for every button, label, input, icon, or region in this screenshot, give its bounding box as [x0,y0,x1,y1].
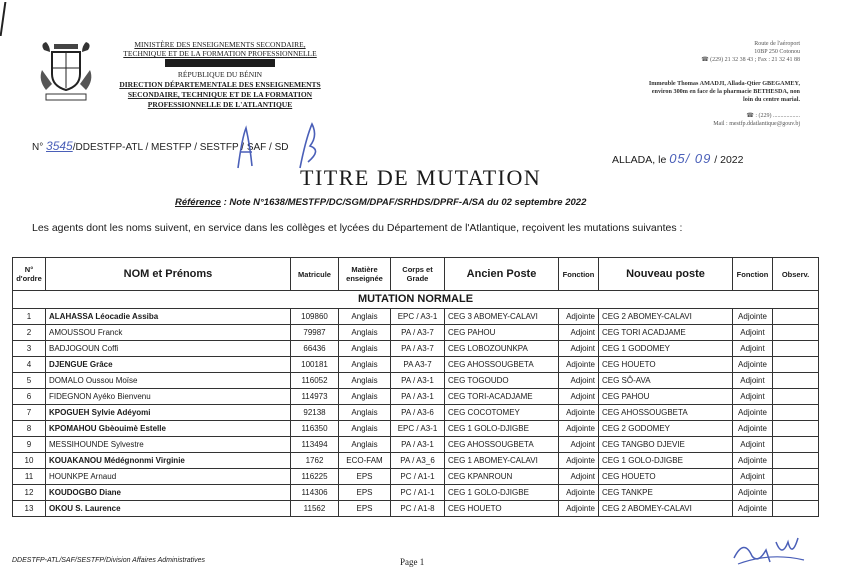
row-observation [773,357,819,373]
table-row [13,469,819,485]
row-new-post: CEG 2 ABOMEY-CALAVI [599,501,733,517]
col-ancien: Ancien Poste [445,258,559,291]
row-order: 3 [13,341,46,357]
table-header-row [13,258,819,291]
row-new-post: CEG HOUETO [599,469,733,485]
republic-line: RÉPUBLIQUE DU BÉNIN [177,70,263,79]
address-line-2: 10BP 250 Cotonou [754,49,800,55]
row-function-new: Adjointe [733,421,773,437]
table-row [13,501,819,517]
row-matricule: 114973 [291,389,339,405]
row-subject: Anglais [339,421,391,437]
direction-line-1: DIRECTION DÉPARTEMENTALE DES ENSEIGNEMENTS [119,80,321,89]
row-name: FIDEGNON Ayéko Bienvenu [46,389,291,405]
row-grade: PA / A3-1 [391,389,445,405]
row-old-post: CEG TOGOUDO [445,373,559,389]
row-new-post: CEG 1 GODOMEY [599,341,733,357]
row-function-old: Adjointe [559,485,599,501]
row-new-post: CEG TANGBO DJEVIE [599,437,733,453]
table-row [13,341,819,357]
number-prefix: N° [32,142,44,153]
row-order: 12 [13,485,46,501]
address-phone: ☎ (229) 21 32 38 43 ; Fax : 21 32 41 88 [701,57,800,63]
row-function-new: Adjointe [733,309,773,325]
row-matricule: 114306 [291,485,339,501]
row-function-new: Adjointe [733,501,773,517]
row-function-old: Adjoint [559,437,599,453]
document-title: TITRE DE MUTATION [300,165,542,190]
row-new-post: CEG TORI ACADJAME [599,325,733,341]
col-corps: Corps et Grade [391,258,445,291]
ministry-header [100,40,340,109]
row-subject: ECO-FAM [339,453,391,469]
address-line-1: Route de l'aéroport [754,41,800,47]
row-observation [773,341,819,357]
row-old-post: CEG LOBOZOUNKPA [445,341,559,357]
building-block [560,80,800,104]
row-function-old: Adjoint [559,469,599,485]
row-old-post: CEG TORI-ACADJAME [445,389,559,405]
col-observ: Observ. [773,258,819,291]
row-function-old: Adjoint [559,325,599,341]
col-nouveau: Nouveau poste [599,258,733,291]
row-grade: PA / A3-7 [391,341,445,357]
row-function-new: Adjointe [733,357,773,373]
row-name: MESSIHOUNDE Sylvestre [46,437,291,453]
col-name: NOM et Prénoms [46,258,291,291]
redaction-bar [165,59,275,67]
row-function-new: Adjointe [733,405,773,421]
row-function-old: Adjointe [559,421,599,437]
row-order: 6 [13,389,46,405]
table-row [13,373,819,389]
row-subject: Anglais [339,437,391,453]
row-function-old: Adjoint [559,373,599,389]
row-subject: EPS [339,469,391,485]
intro-paragraph: Les agents dont les noms suivent, en service dans les collèges et lycées du Département de l'Atlantique, reçoivent les mutations suivantes : [32,222,683,234]
row-observation [773,485,819,501]
corner-mark [0,2,12,36]
row-name: KPOMAHOU Gbèouimè Estelle [46,421,291,437]
row-new-post: CEG PAHOU [599,389,733,405]
number-suffix: /DDESTFP-ATL / MESTFP / SESTFP / SAF / SD [72,142,289,153]
row-function-old: Adjoint [559,389,599,405]
row-observation [773,453,819,469]
col-matricule: Matricule [291,258,339,291]
row-function-new: Adjoint [733,389,773,405]
row-name: KOUDOGBO Diane [46,485,291,501]
ministry-line-1: MINISTÈRE DES ENSEIGNEMENTS SECONDAIRE, [134,40,306,49]
row-name: AMOUSSOU Franck [46,325,291,341]
row-matricule: 79987 [291,325,339,341]
row-subject: EPS [339,485,391,501]
row-subject: Anglais [339,357,391,373]
row-matricule: 92138 [291,405,339,421]
footer-page-number: Page 1 [400,557,425,567]
row-function-old: Adjointe [559,405,599,421]
row-old-post: CEG 1 GOLO-DJIGBE [445,485,559,501]
row-name: KPOGUEH Sylvie Adéyomi [46,405,291,421]
row-grade: PA / A3-1 [391,373,445,389]
row-function-old: Adjointe [559,501,599,517]
row-name: KOUAKANOU Médégnonmi Virginie [46,453,291,469]
row-function-old: Adjoint [559,341,599,357]
table-row [13,405,819,421]
section-title: MUTATION NORMALE [13,291,819,309]
row-subject: Anglais [339,389,391,405]
row-observation [773,389,819,405]
row-function-old: Adjointe [559,357,599,373]
col-fonction-2: Fonction [733,258,773,291]
row-function-new: Adjoint [733,373,773,389]
row-new-post: CEG 2 ABOMEY-CALAVI [599,309,733,325]
row-order: 4 [13,357,46,373]
direction-line-3: PROFESSIONNELLE DE L'ATLANTIQUE [147,100,293,109]
row-observation [773,373,819,389]
row-name: OKOU S. Laurence [46,501,291,517]
row-old-post: CEG HOUETO [445,501,559,517]
building-line-1: Immeuble Thomas AMADJI, Allada-Qtier GBEGAMEY, [648,80,800,87]
row-grade: PA / A3-7 [391,325,445,341]
row-function-new: Adjointe [733,485,773,501]
row-matricule: 116225 [291,469,339,485]
col-fonction-1: Fonction [559,258,599,291]
row-function-new: Adjoint [733,325,773,341]
row-matricule: 113494 [291,437,339,453]
row-subject: EPS [339,501,391,517]
row-matricule: 116350 [291,421,339,437]
section-row [13,291,819,309]
date-handwritten: 05/ 09 [669,151,712,166]
building-line-3: loin du centre marial. [743,96,800,103]
row-old-post: CEG 1 ABOMEY-CALAVI [445,453,559,469]
row-order: 11 [13,469,46,485]
row-matricule: 100181 [291,357,339,373]
row-old-post: CEG 3 ABOMEY-CALAVI [445,309,559,325]
reference-label: Référence [175,197,221,208]
row-new-post: CEG 1 GOLO-DJIGBE [599,453,733,469]
row-function-new: Adjoint [733,469,773,485]
reference-line [175,197,586,208]
contact-phone: ☎ : (229) .................. [746,113,800,119]
row-grade: PA / A3_6 [391,453,445,469]
row-observation [773,501,819,517]
row-name: HOUNKPE Arnaud [46,469,291,485]
table-row [13,389,819,405]
address-block [650,40,800,64]
building-line-2: environ 300m en face de la pharmacie BETHESDA, non [651,88,800,95]
direction-line-2: SECONDAIRE, TECHNIQUE ET DE LA FORMATION [127,90,313,99]
date-year: / 2022 [714,154,744,166]
row-observation [773,325,819,341]
row-order: 7 [13,405,46,421]
row-observation [773,469,819,485]
row-subject: Anglais [339,325,391,341]
row-name: DOMALO Oussou Moïse [46,373,291,389]
row-matricule: 66436 [291,341,339,357]
mutation-table [12,257,819,517]
col-order: N° d'ordre [13,258,46,291]
row-new-post: CEG HOUETO [599,357,733,373]
row-grade: PC / A1-8 [391,501,445,517]
row-old-post: CEG PAHOU [445,325,559,341]
table-row [13,309,819,325]
row-grade: PC / A1-1 [391,469,445,485]
contact-mail: Mail : mestfp.ddatlantique@gouv.bj [713,121,800,127]
row-matricule: 11562 [291,501,339,517]
row-subject: Anglais [339,405,391,421]
footer-division: DDESTFP-ATL/SAF/SESTFP/Division Affaires Administratives [12,557,206,564]
row-new-post: CEG SÔ-AVA [599,373,733,389]
table-row [13,453,819,469]
table-row [13,421,819,437]
place-date [612,151,743,166]
row-function-new: Adjointe [733,453,773,469]
table-row [13,437,819,453]
row-grade: EPC / A3-1 [391,421,445,437]
table-row [13,357,819,373]
row-observation [773,421,819,437]
row-function-old: Adjointe [559,453,599,469]
row-subject: Anglais [339,309,391,325]
coat-of-arms-icon [36,40,96,104]
row-observation [773,405,819,421]
row-function-new: Adjoint [733,341,773,357]
row-function-new: Adjoint [733,437,773,453]
row-old-post: CEG 1 GOLO-DJIGBE [445,421,559,437]
row-name: ALAHASSA Léocadie Assiba [46,309,291,325]
row-matricule: 1762 [291,453,339,469]
row-grade: EPC / A3-1 [391,309,445,325]
row-order: 13 [13,501,46,517]
table-row [13,325,819,341]
row-new-post: CEG AHOSSOUGBETA [599,405,733,421]
row-new-post: CEG TANKPE [599,485,733,501]
reference-text: : Note N°1638/MESTFP/DC/SGM/DPAF/SRHDS/DPRF-A/SA du 02 septembre 2022 [220,197,587,208]
row-order: 1 [13,309,46,325]
row-observation [773,437,819,453]
row-old-post: CEG AHOSSOUGBETA [445,437,559,453]
row-order: 5 [13,373,46,389]
row-matricule: 116052 [291,373,339,389]
row-name: DJENGUE Grâce [46,357,291,373]
ministry-line-2: TECHNIQUE ET DE LA FORMATION PROFESSIONNELLE [123,49,317,58]
row-grade: PA A3-7 [391,357,445,373]
row-order: 10 [13,453,46,469]
row-old-post: CEG KPANROUN [445,469,559,485]
row-subject: Anglais [339,341,391,357]
row-subject: Anglais [339,373,391,389]
row-old-post: CEG COCOTOMEY [445,405,559,421]
col-matiere: Matière enseignée [339,258,391,291]
row-new-post: CEG 2 GODOMEY [599,421,733,437]
place-date-prefix: ALLADA, le [612,154,667,166]
signature-icon [730,528,820,568]
row-name: BADJOGOUN Coffi [46,341,291,357]
row-grade: PA / A3-6 [391,405,445,421]
row-order: 2 [13,325,46,341]
row-observation [773,309,819,325]
row-matricule: 109860 [291,309,339,325]
row-order: 9 [13,437,46,453]
row-function-old: Adjointe [559,309,599,325]
row-grade: PC / A1-1 [391,485,445,501]
row-grade: PA / A3-1 [391,437,445,453]
table-row [13,485,819,501]
contact-block [600,112,800,128]
number-handwritten: 3545 [46,139,73,153]
row-order: 8 [13,421,46,437]
row-old-post: CEG AHOSSOUGBETA [445,357,559,373]
